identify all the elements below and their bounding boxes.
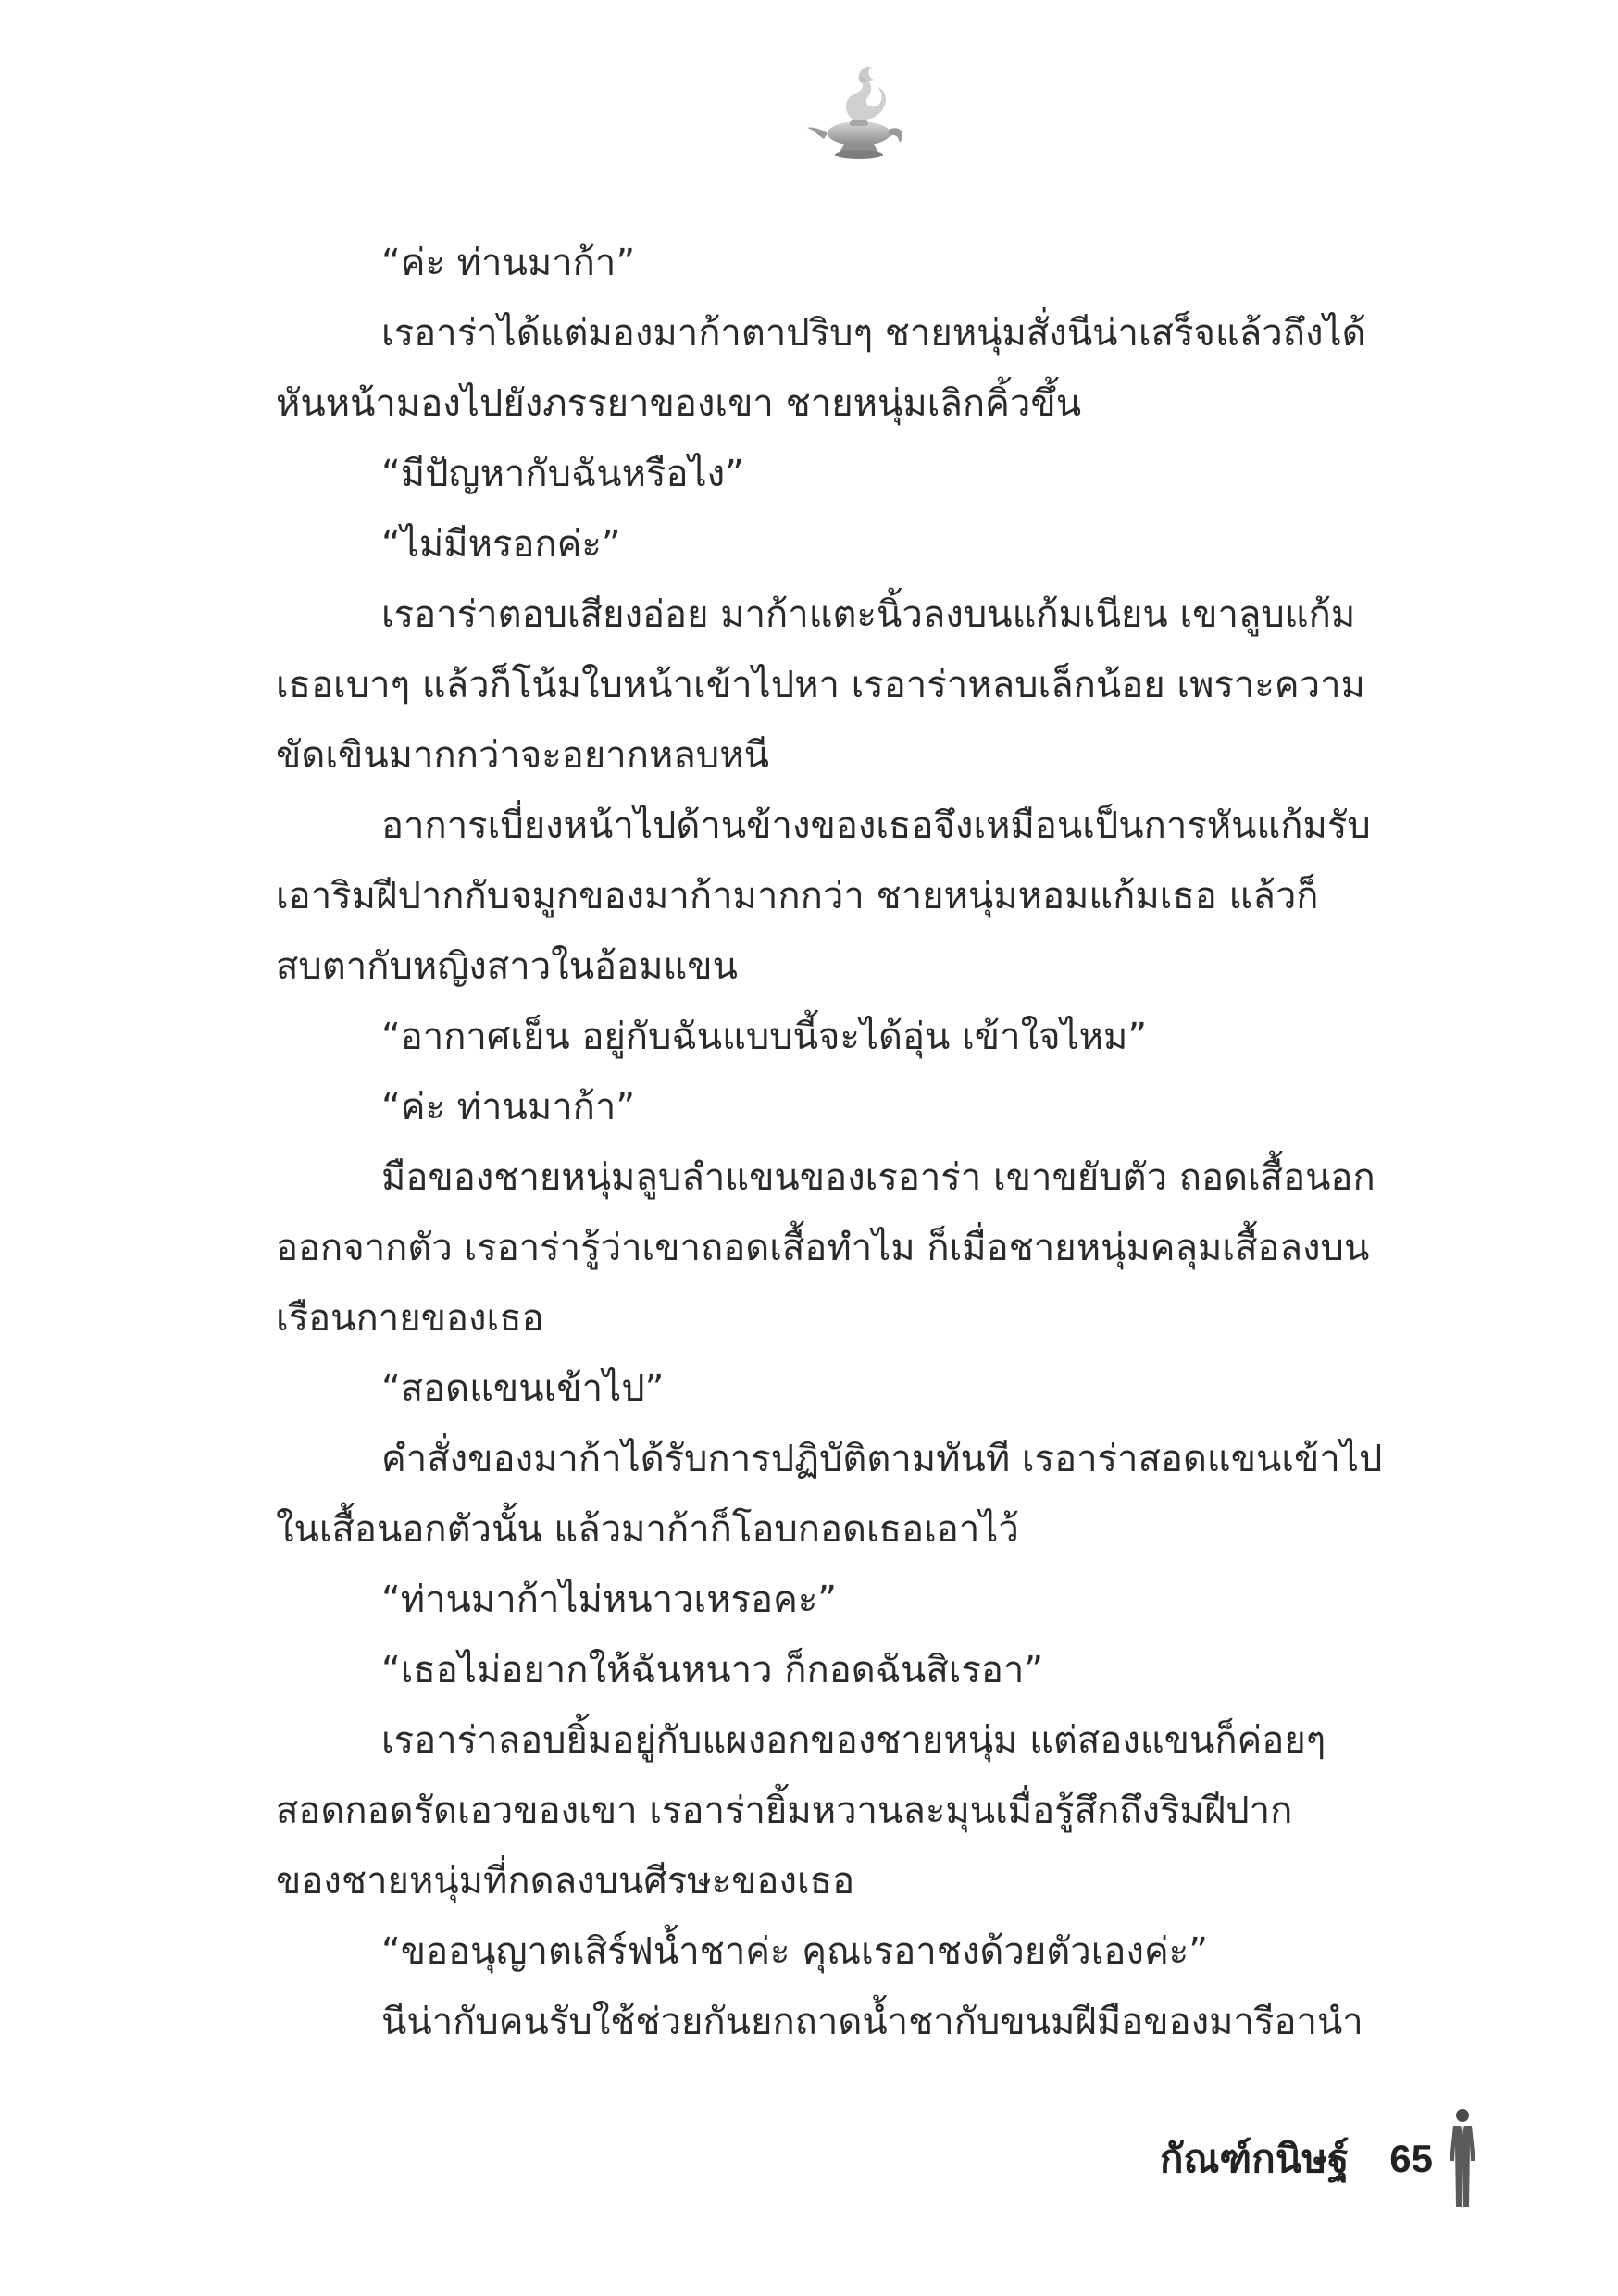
text-line: ของชายหนุ่มที่กดลงบนศีรษะของเธอ [276, 1860, 855, 1903]
body-text [276, 228, 1451, 2057]
text-line: ขัดเขินมากกว่าจะอยากหลบหนี [276, 734, 769, 777]
text-line: หันหน้ามองไปยังภรรยาของเขา ชายหนุ่มเลิกคิ้วขึ้น [276, 382, 1082, 425]
text-line: สอดกอดรัดเอวของเขา เรอาร่ายิ้มหวานละมุนเมื่อรู้สึกถึงริมฝีปาก [276, 1790, 1293, 1832]
text-line: ในเสื้อนอกตัวนั้น แล้วมาก้าก็โอบกอดเธอเอาไว้ [276, 1508, 1019, 1551]
text-line: คำสั่งของมาก้าได้รับการปฏิบัติตามทันที เรอาร่าสอดแขนเข้าไป [381, 1438, 1383, 1480]
text-line: อาการเบี่ยงหน้าไปด้านข้างของเธอจึงเหมือนเป็นการหันแก้มรับ [381, 805, 1371, 847]
book-title: กัณฑ์กนิษฐ์ [1160, 2136, 1350, 2181]
text-line: สบตากับหญิงสาวในอ้อมแขน [276, 945, 738, 988]
text-line: “อากาศเย็น อยู่กับฉันแบบนี้จะได้อุ่น เข้าใจไหม” [381, 1016, 1148, 1058]
text-line: “สอดแขนเข้าไป” [381, 1367, 665, 1410]
text-line: ออกจากตัว เรอาร่ารู้ว่าเขาถอดเสื้อทำไม ก็เมื่อชายหนุ่มคลุมเสื้อลงบน [276, 1227, 1370, 1269]
magic-lamp-icon [803, 56, 915, 167]
text-line: “ค่ะ ท่านมาก้า” [381, 1086, 636, 1129]
text-line: “มีปัญหากับฉันหรือไง” [381, 453, 744, 495]
text-line: “ไม่มีหรอกค่ะ” [381, 523, 621, 566]
text-line: เรอาร่าลอบยิ้มอยู่กับแผงอกของชายหนุ่ม แต่สองแขนก็ค่อยๆ [381, 1719, 1326, 1762]
text-line: “ค่ะ ท่านมาก้า” [381, 242, 636, 284]
page-number: 65 [1389, 2137, 1433, 2180]
text-line: เรือนกายของเธอ [276, 1297, 544, 1340]
text-line: เรอาร่าตอบเสียงอ่อย มาก้าแตะนิ้วลงบนแก้มเนียน เขาลูบแก้ม [381, 593, 1356, 636]
text-line: “เธอไม่อยากให้ฉันหนาว ก็กอดฉันสิเรอา” [381, 1649, 1044, 1691]
text-line: “ขออนุญาตเสิร์ฟน้ำชาค่ะ คุณเรอาชงด้วยตัวเองค่ะ” [381, 1930, 1208, 1973]
text-line: มือของชายหนุ่มลูบลำแขนของเรอาร่า เขาขยับตัว ถอดเสื้อนอก [381, 1156, 1375, 1199]
text-line: เรอาร่าได้แต่มองมาก้าตาปริบๆ ชายหนุ่มสั่งนีน่าเสร็จแล้วถึงได้ [381, 312, 1366, 355]
text-line: เธอเบาๆ แล้วก็โน้มใบหน้าเข้าไปหา เรอาร่าหลบเล็กน้อย เพราะความ [276, 664, 1365, 706]
text-line: “ท่านมาก้าไม่หนาวเหรอคะ” [381, 1578, 838, 1621]
text-line: เอาริมฝีปากกับจมูกของมาก้ามากกว่า ชายหนุ่มหอมแก้มเธอ แล้วก็ [276, 875, 1319, 917]
page-footer [1160, 2094, 1479, 2224]
text-line: นีน่ากับคนรับใช้ช่วยกันยกถาดน้ำชากับขนมฝีมือของมารีอานำ [381, 2001, 1363, 2043]
standing-man-icon [1446, 2107, 1479, 2211]
